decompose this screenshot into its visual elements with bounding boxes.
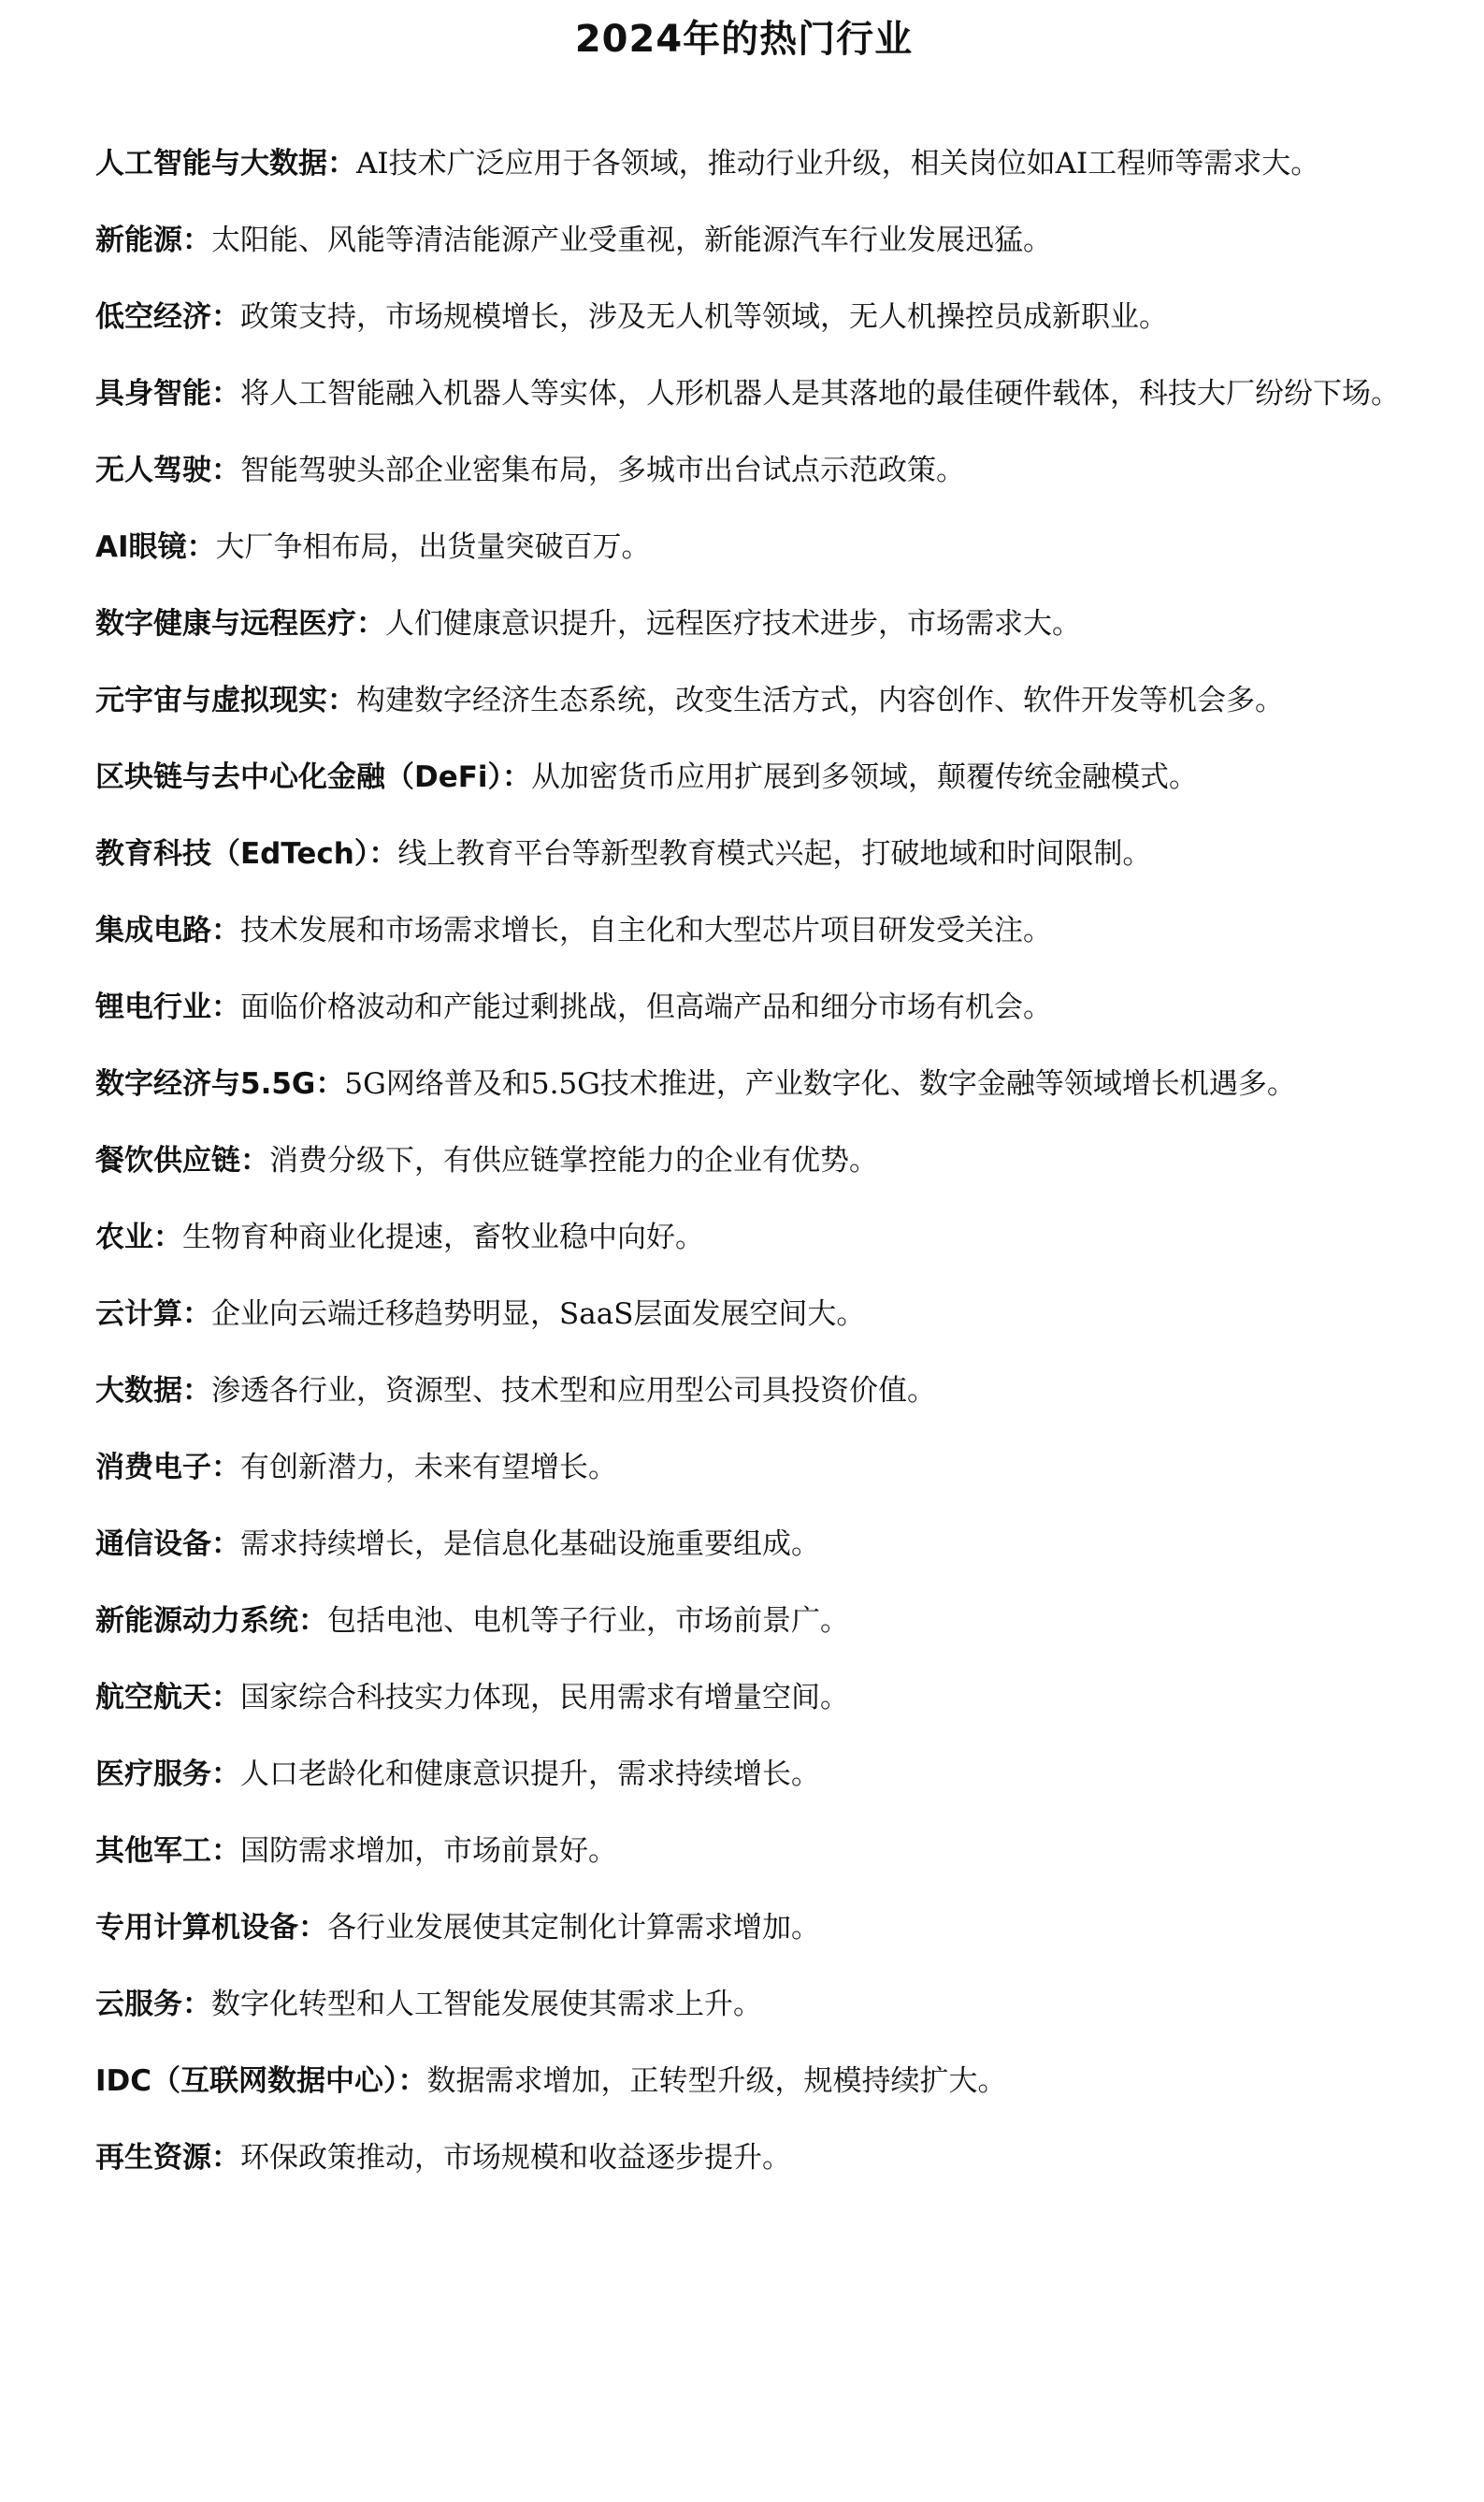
industry-term: 元宇宙与虚拟现实：	[95, 684, 356, 717]
industry-term: 医疗服务：	[95, 1757, 240, 1791]
industry-term: 云计算：	[95, 1297, 211, 1331]
industry-description: 包括电池、电机等子行业，市场前景广。	[327, 1604, 849, 1638]
industry-description: 需求持续增长，是信息化基础设施重要组成。	[240, 1527, 820, 1561]
industry-item	[24, 1506, 1463, 1583]
industry-item	[24, 355, 1463, 432]
industry-list	[24, 125, 1463, 2196]
industry-item	[24, 125, 1463, 202]
industry-term: 通信设备：	[95, 1527, 240, 1561]
industry-description: 将人工智能融入机器人等实体，人形机器人是其落地的最佳硬件载体，科技大厂纷纷下场。	[240, 377, 1400, 411]
industry-description: 从加密货币应用扩展到多领域，颠覆传统金融模式。	[531, 760, 1199, 794]
industry-item	[24, 1966, 1463, 2043]
industry-description: 人们健康意识提升，远程医疗技术进步，市场需求大。	[385, 607, 1081, 641]
industry-description: 技术发展和市场需求增长，自主化和大型芯片项目研发受关注。	[240, 914, 1052, 947]
industry-item	[24, 279, 1463, 355]
industry-description: 面临价格波动和产能过剩挑战，但高端产品和细分市场有机会。	[240, 991, 1052, 1024]
industry-description: 各行业发展使其定制化计算需求增加。	[327, 1911, 820, 1945]
industry-item	[24, 662, 1463, 739]
industry-description: 5G网络普及和5.5G技术推进，产业数字化、数字金融等领域增长机遇多。	[344, 1067, 1296, 1101]
industry-item	[24, 202, 1463, 279]
industry-term: 集成电路：	[95, 914, 240, 947]
industry-item	[24, 1352, 1463, 1429]
industry-description: 企业向云端迁移趋势明显，SaaS层面发展空间大。	[211, 1297, 866, 1331]
industry-description: 太阳能、风能等清洁能源产业受重视，新能源汽车行业发展迅猛。	[211, 224, 1052, 257]
industry-item	[24, 2119, 1463, 2196]
industry-term: 新能源：	[95, 224, 211, 257]
industry-term: 数字经济与5.5G：	[95, 1067, 345, 1101]
industry-description: 构建数字经济生态系统，改变生活方式，内容创作、软件开发等机会多。	[356, 684, 1284, 717]
industry-item	[24, 509, 1463, 586]
industry-item	[24, 432, 1463, 509]
industry-item	[24, 969, 1463, 1046]
industry-term: 航空航天：	[95, 1681, 240, 1714]
industry-term: 人工智能与大数据：	[95, 147, 356, 181]
industry-item	[24, 1583, 1463, 1659]
industry-item	[24, 1736, 1463, 1813]
industry-item	[24, 816, 1463, 892]
industry-term: IDC（互联网数据中心）：	[95, 2064, 427, 2098]
industry-item	[24, 1199, 1463, 1276]
industry-description: 智能驾驶头部企业密集布局，多城市出台试点示范政策。	[240, 454, 965, 487]
industry-term: 锂电行业：	[95, 991, 240, 1024]
industry-item	[24, 586, 1463, 662]
industry-description: 渗透各行业，资源型、技术型和应用型公司具投资价值。	[211, 1374, 936, 1408]
industry-description: 数字化转型和人工智能发展使其需求上升。	[211, 1988, 762, 2021]
industry-description: 人口老龄化和健康意识提升，需求持续增长。	[240, 1757, 820, 1791]
industry-item	[24, 1429, 1463, 1506]
industry-term: 消费电子：	[95, 1451, 240, 1484]
industry-item	[24, 1122, 1463, 1199]
industry-term: 农业：	[95, 1221, 182, 1254]
industry-item	[24, 1659, 1463, 1736]
industry-term: 区块链与去中心化金融（DeFi）：	[95, 760, 532, 794]
industry-item	[24, 1889, 1463, 1966]
industry-description: 线上教育平台等新型教育模式兴起，打破地域和时间限制。	[397, 837, 1152, 871]
industry-description: 政策支持，市场规模增长，涉及无人机等领域，无人机操控员成新职业。	[240, 300, 1168, 334]
industry-term: 其他军工：	[95, 1834, 240, 1868]
industry-term: 再生资源：	[95, 2141, 240, 2175]
document-title: 2024年的热门行业	[574, 18, 914, 61]
industry-term: 餐饮供应链：	[95, 1144, 269, 1178]
industry-description: 消费分级下，有供应链掌控能力的企业有优势。	[269, 1144, 878, 1178]
industry-term: 低空经济：	[95, 300, 240, 334]
industry-description: 大厂争相布局，出货量突破百万。	[215, 530, 651, 564]
industry-description: 有创新潜力，未来有望增长。	[240, 1451, 617, 1484]
industry-term: 无人驾驶：	[95, 454, 240, 487]
industry-term: 数字健康与远程医疗：	[95, 607, 385, 641]
industry-item	[24, 1276, 1463, 1352]
industry-term: 专用计算机设备：	[95, 1911, 327, 1945]
industry-item	[24, 739, 1463, 816]
industry-description: 生物育种商业化提速，畜牧业稳中向好。	[182, 1221, 704, 1254]
industry-description: 国家综合科技实力体现，民用需求有增量空间。	[240, 1681, 849, 1714]
industry-item	[24, 1046, 1463, 1122]
industry-item	[24, 1813, 1463, 1889]
industry-description: 国防需求增加，市场前景好。	[240, 1834, 617, 1868]
industry-description: AI技术广泛应用于各领域，推动行业升级，相关岗位如AI工程师等需求大。	[356, 147, 1320, 181]
industry-term: 教育科技（EdTech）：	[95, 837, 398, 871]
industry-item	[24, 2043, 1463, 2119]
industry-term: AI眼镜：	[95, 530, 216, 564]
industry-description: 环保政策推动，市场规模和收益逐步提升。	[240, 2141, 791, 2175]
industry-description: 数据需求增加，正转型升级，规模持续扩大。	[426, 2064, 1007, 2098]
industry-term: 新能源动力系统：	[95, 1604, 327, 1638]
industry-term: 具身智能：	[95, 377, 240, 411]
industry-term: 大数据：	[95, 1374, 211, 1408]
industry-item	[24, 892, 1463, 969]
industry-term: 云服务：	[95, 1988, 211, 2021]
